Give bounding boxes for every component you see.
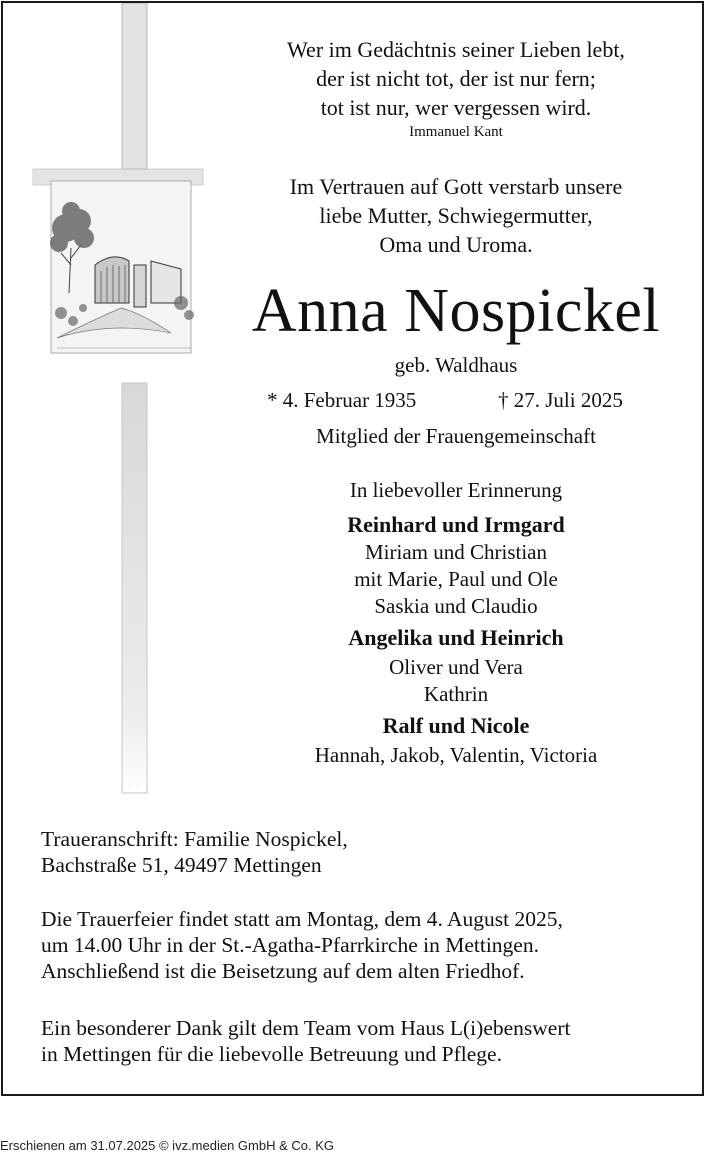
family-member: Kathrin [423, 682, 489, 706]
address-line: Traueranschrift: Familie Nospickel, [41, 827, 348, 851]
quote-line: Wer im Gedächtnis seiner Lieben lebt, [287, 37, 625, 62]
intro-line: liebe Mutter, Schwiegermutter, [319, 203, 593, 228]
ceremony-block [41, 906, 563, 984]
family-member: Miriam und Christian [365, 540, 547, 564]
birth-date: * 4. Februar 1935 [267, 388, 417, 412]
family-head: Angelika und Heinrich [348, 625, 564, 650]
family-list [208, 511, 704, 769]
family-member: Oliver und Vera [389, 655, 523, 679]
maiden-name: geb. Waldhaus [394, 353, 518, 377]
ceremony-line: Die Trauerfeier findet statt am Montag, dem 4. August 2025, [41, 907, 563, 931]
intro-line: Oma und Uroma. [379, 232, 533, 257]
remembrance-line: In liebevoller Erinnerung [349, 478, 563, 502]
death-date: † 27. Juli 2025 [498, 388, 623, 412]
ceremony-line: Anschließend ist die Beisetzung auf dem alten Friedhof. [41, 959, 525, 983]
quote-author: Immanuel Kant [409, 124, 503, 140]
family-member: Saskia und Claudio [374, 594, 538, 618]
quote-line: der ist nicht tot, der ist nur fern; [316, 66, 596, 91]
publication-footer: Erschienen am 31.07.2025 © ivz.medien GmbH & Co. KG [0, 1138, 335, 1153]
address-line: Bachstraße 51, 49497 Mettingen [41, 853, 322, 877]
thanks-line: Ein besonderer Dank gilt dem Team vom Haus L(i)ebenswert [41, 1016, 571, 1040]
ceremony-line: um 14.00 Uhr in der St.-Agatha-Pfarrkirche in Mettingen. [41, 933, 539, 957]
family-member: Hannah, Jakob, Valentin, Victoria [314, 743, 598, 767]
family-member: mit Marie, Paul und Ole [354, 567, 558, 591]
quote-line: tot ist nur, wer vergessen wird. [320, 95, 592, 120]
quote-block [208, 35, 704, 141]
deceased-name: Anna Nospickel [251, 277, 661, 345]
membership: Mitglied der Frauengemeinschaft [316, 424, 596, 448]
thanks-block [41, 1015, 570, 1067]
cross-illustration [21, 3, 211, 803]
family-head: Reinhard und Irmgard [347, 512, 565, 537]
intro-block [208, 172, 704, 259]
intro-line: Im Vertrauen auf Gott verstarb unsere [289, 174, 623, 199]
dates-row [208, 387, 704, 415]
address-block [41, 826, 348, 878]
family-head: Ralf und Nicole [382, 713, 530, 738]
obituary-frame [1, 1, 704, 1096]
thanks-line: in Mettingen für die liebevolle Betreuung und Pflege. [41, 1042, 502, 1066]
